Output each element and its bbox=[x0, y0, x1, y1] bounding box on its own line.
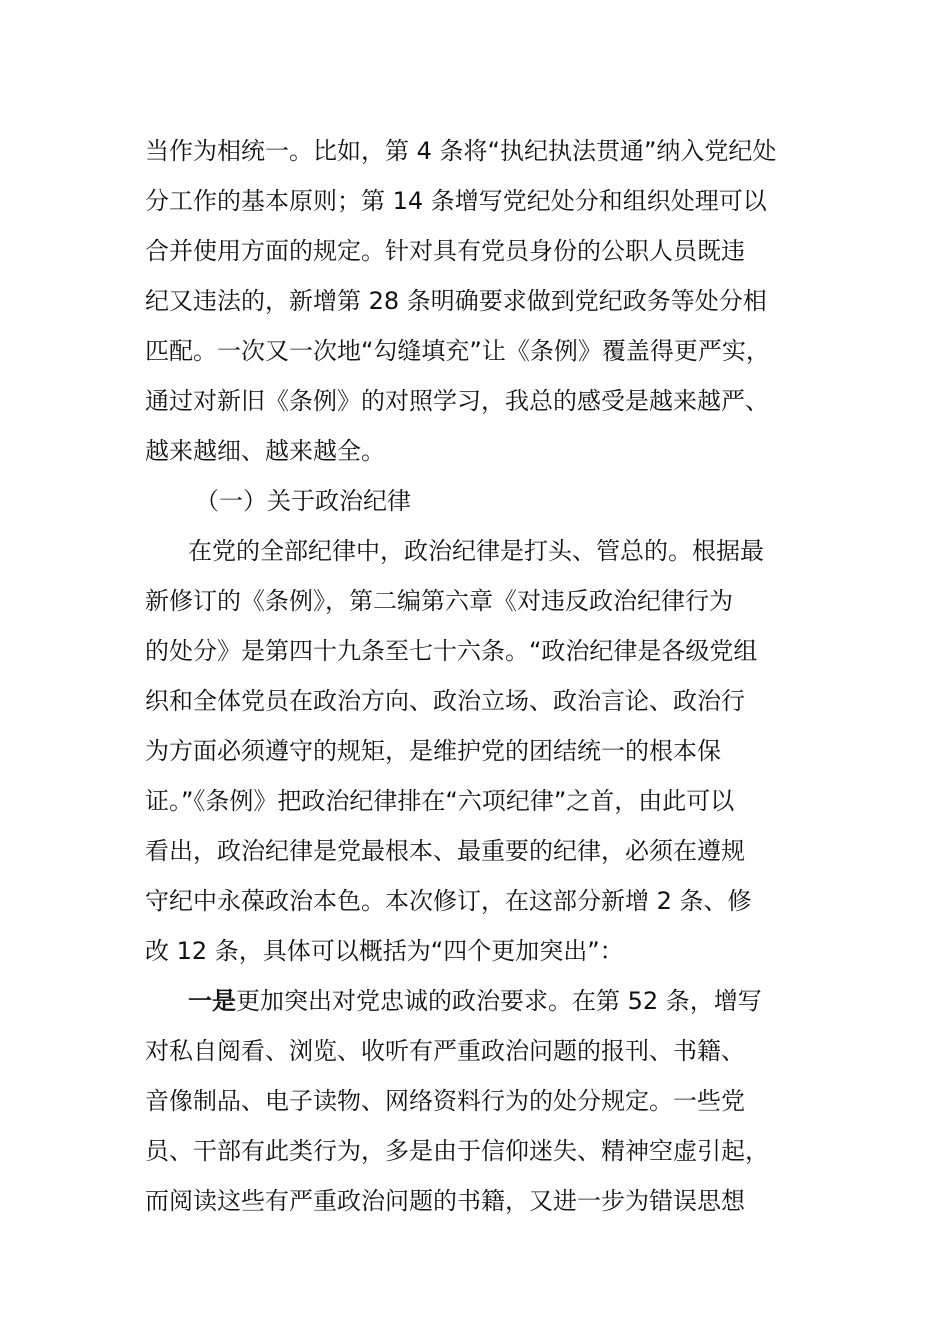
point-one-line bbox=[145, 976, 810, 1026]
section-heading: （一）关于政治纪律 bbox=[195, 487, 411, 515]
paragraph-line: 合并使用方面的规定。针对具有党员身份的公职人员既违 bbox=[145, 237, 745, 265]
paragraph-line: 的处分》是第四十九条至七十六条。“政治纪律是各级党组 bbox=[145, 637, 758, 665]
paragraph-line: 分工作的基本原则；第 14 条增写党纪处分和组织处理可以 bbox=[145, 187, 767, 215]
point-label: 一是 bbox=[188, 987, 236, 1015]
paragraph-line: 匹配。一次又一次地“勾缝填充”让《条例》覆盖得更严实， bbox=[145, 337, 770, 365]
paragraph-line: 对私自阅看、浏览、收听有严重政治问题的报刊、书籍、 bbox=[145, 1037, 745, 1065]
paragraph-line: 越来越细、越来越全。 bbox=[145, 437, 385, 465]
paragraph-line: 纪又违法的，新增第 28 条明确要求做到党纪政务等处分相 bbox=[145, 287, 767, 315]
paragraph-line: 改 12 条，具体可以概括为“四个更加突出”： bbox=[145, 937, 624, 965]
paragraph-line: 织和全体党员在政治方向、政治立场、政治言论、政治行 bbox=[145, 687, 745, 715]
paragraph-line: 当作为相统一。比如，第 4 条将“执纪执法贯通”纳入党纪处 bbox=[145, 137, 777, 165]
paragraph-line: 员、干部有此类行为，多是由于信仰迷失、精神空虚引起， bbox=[145, 1137, 769, 1165]
point-text: 更加突出对党忠诚的政治要求。在第 52 条，增写 bbox=[236, 987, 762, 1015]
document-body bbox=[145, 126, 810, 1226]
paragraph-line: 守纪中永葆政治本色。本次修订，在这部分新增 2 条、修 bbox=[145, 887, 752, 915]
paragraph-line: 新修订的《条例》，第二编第六章《对违反政治纪律行为 bbox=[145, 587, 733, 615]
paragraph-line: 而阅读这些有严重政治问题的书籍，又进一步为错误思想 bbox=[145, 1187, 745, 1215]
paragraph-line: 证。”《条例》把政治纪律排在“六项纪律”之首，由此可以 bbox=[145, 787, 735, 815]
paragraph-line: 在党的全部纪律中，政治纪律是打头、管总的。根据最 bbox=[188, 537, 764, 565]
paragraph-line: 为方面必须遵守的规矩，是维护党的团结统一的根本保 bbox=[145, 737, 721, 765]
paragraph-line: 通过对新旧《条例》的对照学习，我总的感受是越来越严、 bbox=[145, 387, 769, 415]
paragraph-line: 音像制品、电子读物、网络资料行为的处分规定。一些党 bbox=[145, 1087, 745, 1115]
paragraph-line: 看出，政治纪律是党最根本、最重要的纪律，必须在遵规 bbox=[145, 837, 745, 865]
